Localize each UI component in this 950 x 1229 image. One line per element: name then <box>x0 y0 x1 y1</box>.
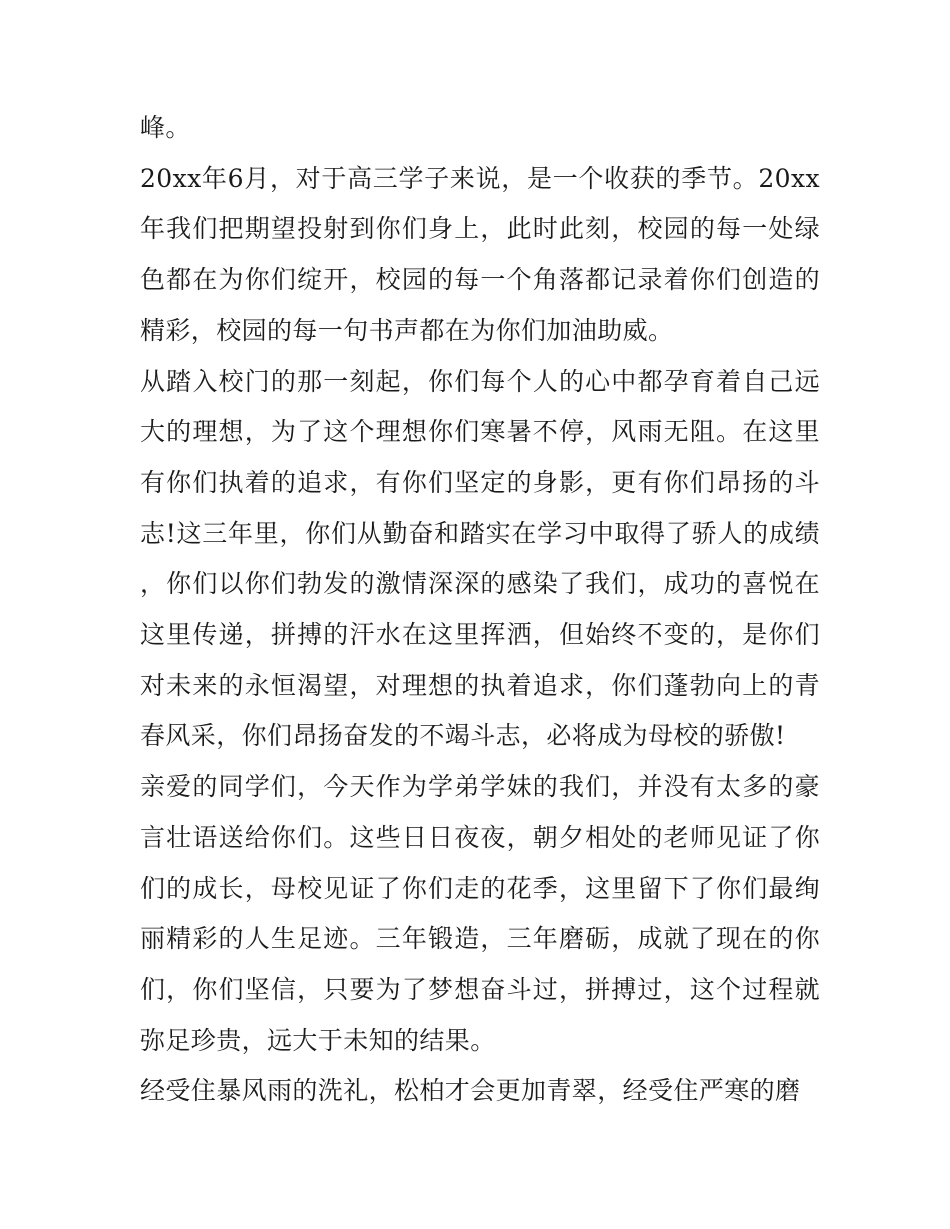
paragraph-storm: 经受住暴风雨的洗礼，松柏才会更加青翠，经受住严寒的磨 <box>140 1076 801 1106</box>
paragraph-ideals: 从踏入校门的那一刻起，你们每个人的心中都孕育着自己远大的理想，为了这个理想你们寒暑不停，风雨无阻。在这里有你们执着的追求，有你们坚定的身影，更有你们昂扬的斗志!这三年里，你们从勤奋和踏实在学习中取得了骄人的成绩，你们以你们勃发的激情深深的感染了我们，成功的喜悦在这里传递，拼搏的汗水在这里挥洒，但始终不变的，是你们对未来的永恒渴望，对理想的执着追求，你们蓬勃向上的青春风采，你们昂扬奋发的不竭斗志，必将成为母校的骄傲! <box>140 366 820 751</box>
paragraph-june-harvest: 20xx年6月，对于高三学子来说，是一个收获的季节。20xx年我们把期望投射到你们身上，此时此刻，校园的每一处绿色都在为你们绽开，校园的每一个角落都记录着你们创造的精彩，校园的每一句书声都在为你们加油助威。 <box>140 163 820 345</box>
document-body <box>140 103 820 1117</box>
paragraph-dear-classmates: 亲爱的同学们，今天作为学弟学妹的我们，并没有太多的豪言壮语送给你们。这些日日夜夜，朝夕相处的老师见证了你们的成长，母校见证了你们走的花季，这里留下了你们最绚丽精彩的人生足迹。三年锻造，三年磨砺，成就了现在的你们，你们坚信，只要为了梦想奋斗过，拼搏过，这个过程就弥足珍贵，远大于未知的结果。 <box>140 772 820 1055</box>
paragraph-continuation: 峰。 <box>140 113 191 142</box>
